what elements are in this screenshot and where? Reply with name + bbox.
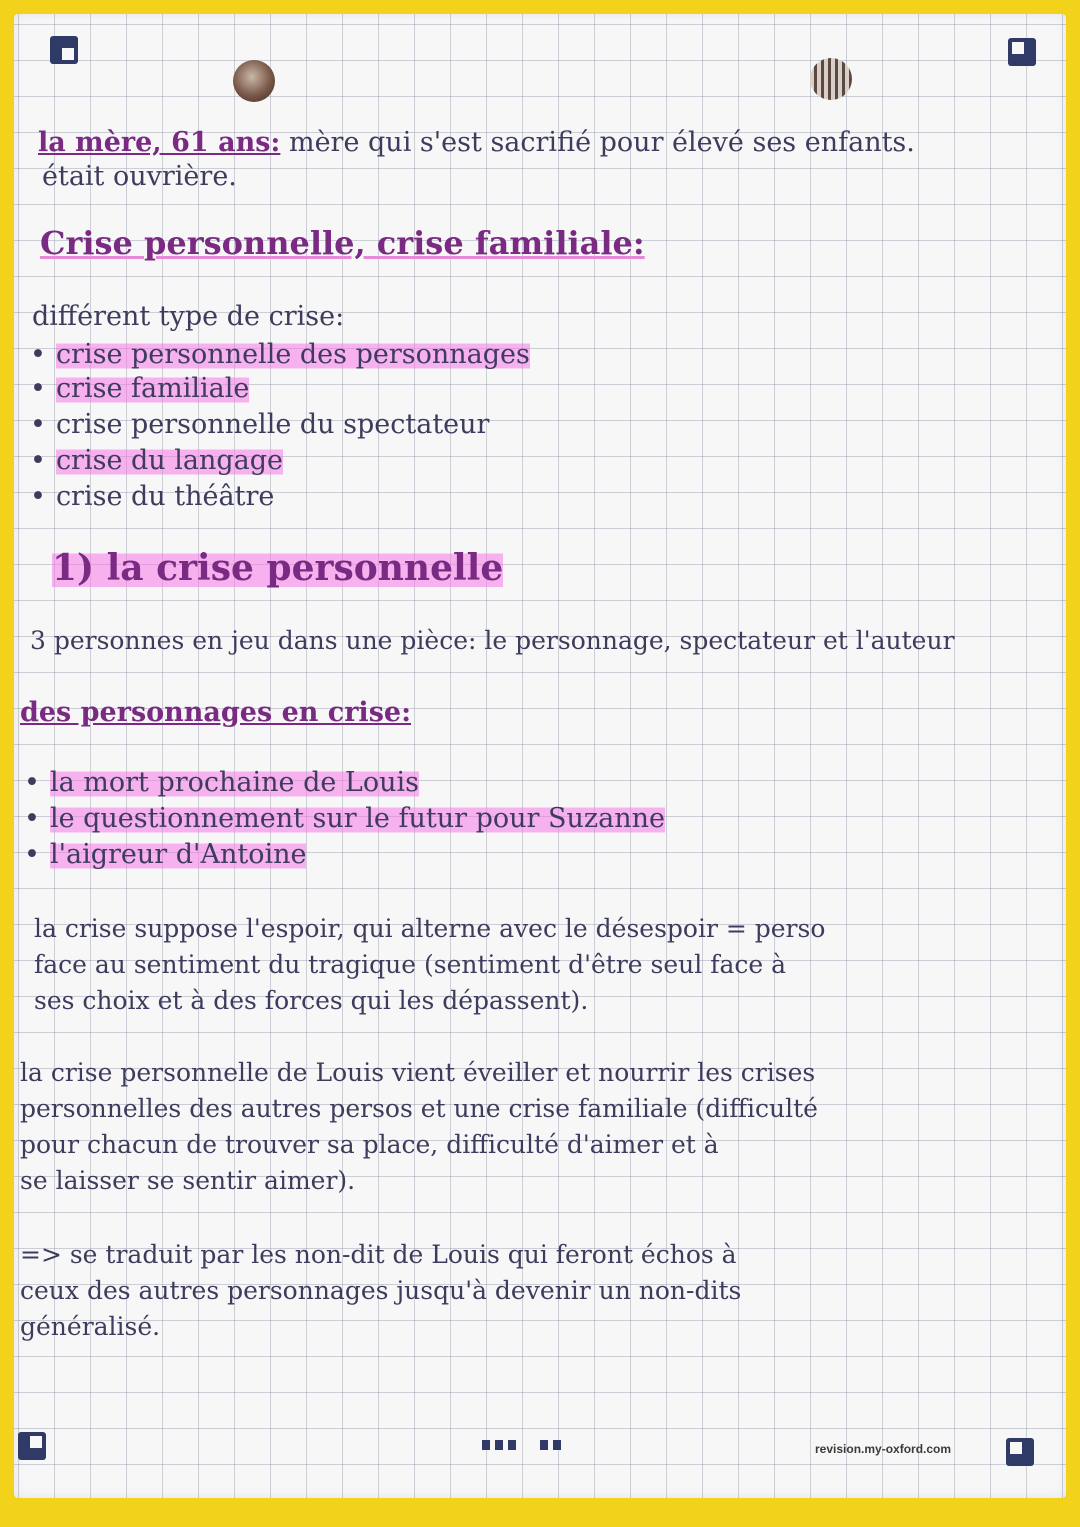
para2-line: pour chacun de trouver sa place, difficulté d'aimer et à: [20, 1130, 719, 1159]
para1-line: la crise suppose l'espoir, qui alterne avec le désespoir = perso: [34, 914, 826, 943]
mark: [540, 1440, 548, 1450]
section-title: Crise personnelle, crise familiale:: [40, 224, 645, 262]
types-item: • crise du langage: [30, 444, 283, 478]
characters-heading: des personnages en crise:: [20, 697, 412, 728]
types-item: • crise du théâtre: [30, 480, 274, 514]
character-item: • la mort prochaine de Louis: [24, 766, 419, 800]
character-item: • le questionnement sur le futur pour Suzanne: [24, 802, 665, 836]
types-item: • crise personnelle du spectateur: [30, 408, 489, 442]
part1-title: 1) la crise personnelle: [52, 547, 504, 589]
para2-line: personnelles des autres persos et une crise familiale (difficulté: [20, 1094, 818, 1123]
corner-mark-top-right-icon: [1008, 38, 1036, 66]
intro-label: la mère, 61 ans:: [38, 127, 281, 158]
corner-mark-bottom-left-icon: [18, 1432, 46, 1460]
mark-gap: [521, 1440, 535, 1450]
binder-hole-left: [233, 60, 275, 102]
mark: [508, 1440, 516, 1450]
para3-line: généralisé.: [20, 1312, 161, 1341]
types-heading: différent type de crise:: [32, 301, 345, 332]
mark: [482, 1440, 490, 1450]
types-item: • crise personnelle des personnages: [30, 338, 530, 372]
para1-line: face au sentiment du tragique (sentiment d'être seul face à: [34, 950, 787, 979]
para2-line: se laisser se sentir aimer).: [20, 1166, 356, 1195]
footer-site: revision.my-oxford.com: [815, 1442, 952, 1456]
para3-line: ceux des autres personnages jusqu'à devenir un non-dits: [20, 1276, 742, 1305]
character-item: • l'aigreur d'Antoine: [24, 838, 306, 872]
types-item: • crise familiale: [30, 372, 249, 406]
mark: [553, 1440, 561, 1450]
intro-line-2: était ouvrière.: [42, 161, 237, 192]
page-marks: [482, 1440, 561, 1450]
mark: [495, 1440, 503, 1450]
para3-line: => se traduit par les non-dit de Louis qui feront échos à: [20, 1240, 737, 1269]
para1-line: ses choix et à des forces qui les dépassent).: [34, 986, 589, 1015]
para2-line: la crise personnelle de Louis vient éveiller et nourrir les crises: [20, 1058, 816, 1087]
binder-hole-right: [810, 58, 852, 100]
corner-mark-top-left-icon: [50, 36, 78, 64]
corner-mark-bottom-right-icon: [1006, 1438, 1034, 1466]
persons-line: 3 personnes en jeu dans une pièce: le personnage, spectateur et l'auteur: [30, 626, 955, 655]
intro-text: mère qui s'est sacrifié pour élevé ses enfants.: [288, 127, 915, 158]
intro-line-1: [38, 126, 915, 160]
